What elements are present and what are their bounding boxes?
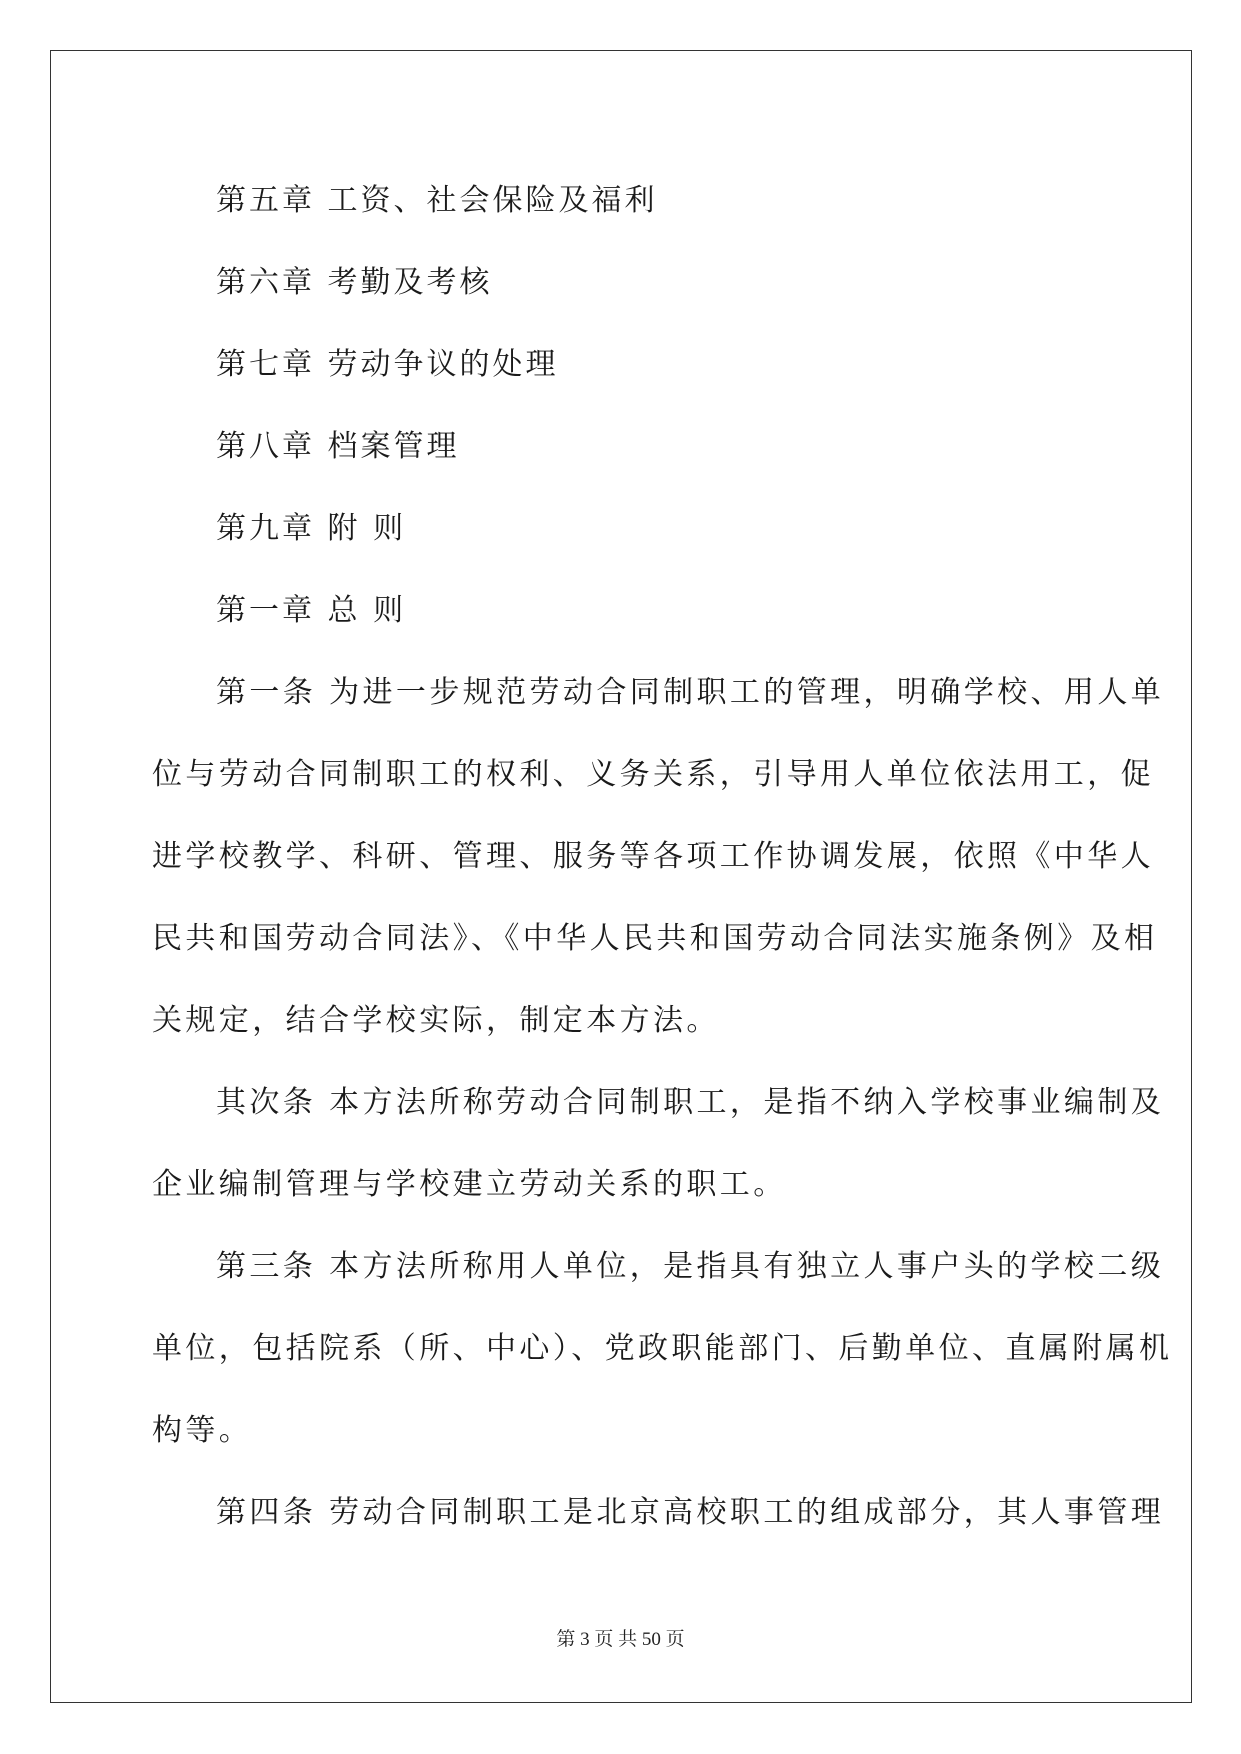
article-line: 其次条 本方法所称劳动合同制职工，是指不纳入学校事业编制及 — [216, 1085, 1165, 1120]
article-4 — [152, 1472, 1165, 1554]
article-3 — [152, 1226, 1173, 1472]
article-line: 进学校教学、科研、管理、服务等各项工作协调发展，依照《中华人 — [152, 839, 1154, 874]
chapter-heading-7: 第七章 劳动争议的处理 — [216, 347, 559, 382]
article-1 — [152, 652, 1165, 1062]
chapter-heading-9: 第九章 附 则 — [216, 511, 407, 546]
article-line: 关规定，结合学校实际，制定本方法。 — [152, 1003, 720, 1038]
article-line: 第一条 为进一步规范劳动合同制职工的管理，明确学校、用人单 — [216, 675, 1165, 710]
article-line: 第四条 劳动合同制职工是北京高校职工的组成部分，其人事管理 — [216, 1495, 1165, 1530]
article-2 — [152, 1062, 1165, 1226]
article-line: 单位，包括院系（所、中心）、党政职能部门、后勤单位、直属附属机 — [152, 1331, 1173, 1366]
article-line: 第三条 本方法所称用人单位，是指具有独立人事户头的学校二级 — [216, 1249, 1165, 1284]
page-number-footer: 第 3 页 共 50 页 — [556, 1629, 685, 1650]
article-line: 位与劳动合同制职工的权利、义务关系，引导用人单位依法用工，促 — [152, 757, 1154, 792]
article-line: 民共和国劳动合同法》、《中华人民共和国劳动合同法实施条例》及相 — [152, 921, 1158, 956]
chapter-heading-1: 第一章 总 则 — [216, 593, 407, 628]
chapter-heading-6: 第六章 考勤及考核 — [216, 265, 493, 300]
chapter-heading-8: 第八章 档案管理 — [216, 429, 460, 464]
article-line: 构等。 — [152, 1413, 253, 1448]
document-body — [152, 160, 1173, 1554]
chapter-heading-5: 第五章 工资、社会保险及福利 — [216, 183, 658, 218]
article-line: 企业编制管理与学校建立劳动关系的职工。 — [152, 1167, 787, 1202]
